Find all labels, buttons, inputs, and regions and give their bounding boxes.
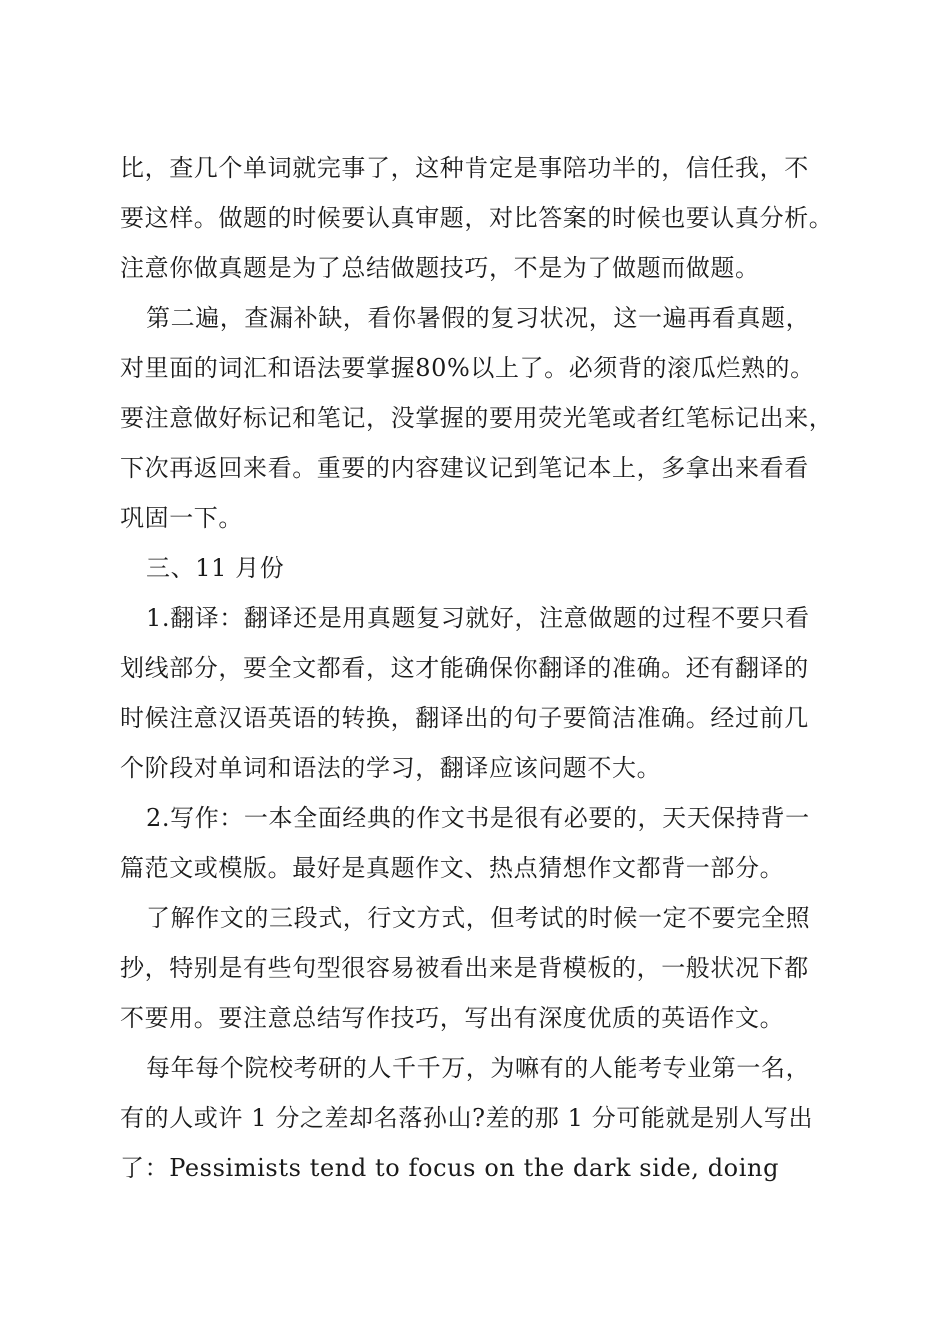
text-line: 巩固一下。	[120, 504, 243, 532]
section-heading: 三、11 月份	[146, 554, 285, 582]
text-line: 注意你做真题是为了总结做题技巧，不是为了做题而做题。	[120, 254, 760, 282]
text-line: 不要用。要注意总结写作技巧，写出有深度优质的英语作文。	[120, 1004, 785, 1032]
paragraph-first-line: 每年每个院校考研的人千千万，为嘛有的人能考专业第一名，	[146, 1054, 811, 1082]
text-line: 篇范文或模版。最好是真题作文、热点猜想作文都背一部分。	[120, 854, 785, 882]
text-line: 要这样。做题的时候要认真审题，对比答案的时候也要认真分析。	[120, 204, 834, 232]
paragraph-first-line: 了解作文的三段式，行文方式，但考试的时候一定不要完全照	[146, 904, 811, 932]
paragraph-first-line: 1.翻译：翻译还是用真题复习就好，注意做题的过程不要只看	[146, 604, 810, 632]
text-line: 个阶段对单词和语法的学习，翻译应该问题不大。	[120, 754, 662, 782]
text-line: 抄，特别是有些句型很容易被看出来是背模板的，一般状况下都	[120, 954, 809, 982]
paragraph-first-line: 第二遍，查漏补缺，看你暑假的复习状况，这一遍再看真题，	[146, 304, 811, 332]
text-line: 时候注意汉语英语的转换，翻译出的句子要简洁准确。经过前几	[120, 704, 809, 732]
text-line: 对里面的词汇和语法要掌握80%以上了。必须背的滚瓜烂熟的。	[120, 354, 815, 382]
text-line: 下次再返回来看。重要的内容建议记到笔记本上，多拿出来看看	[120, 454, 809, 482]
text-line: 了：Pessimists tend to focus on the dark side, doing	[120, 1154, 780, 1182]
text-line: 要注意做好标记和笔记，没掌握的要用荧光笔或者红笔标记出来，	[120, 404, 834, 432]
text-line: 有的人或许 1 分之差却名落孙山?差的那 1 分可能就是别人写出	[120, 1104, 814, 1132]
text-line: 划线部分，要全文都看，这才能确保你翻译的准确。还有翻译的	[120, 654, 809, 682]
paragraph-first-line: 2.写作：一本全面经典的作文书是很有必要的，天天保持背一	[146, 804, 810, 832]
text-line: 比，查几个单词就完事了，这种肯定是事陪功半的，信任我，不	[120, 154, 809, 182]
